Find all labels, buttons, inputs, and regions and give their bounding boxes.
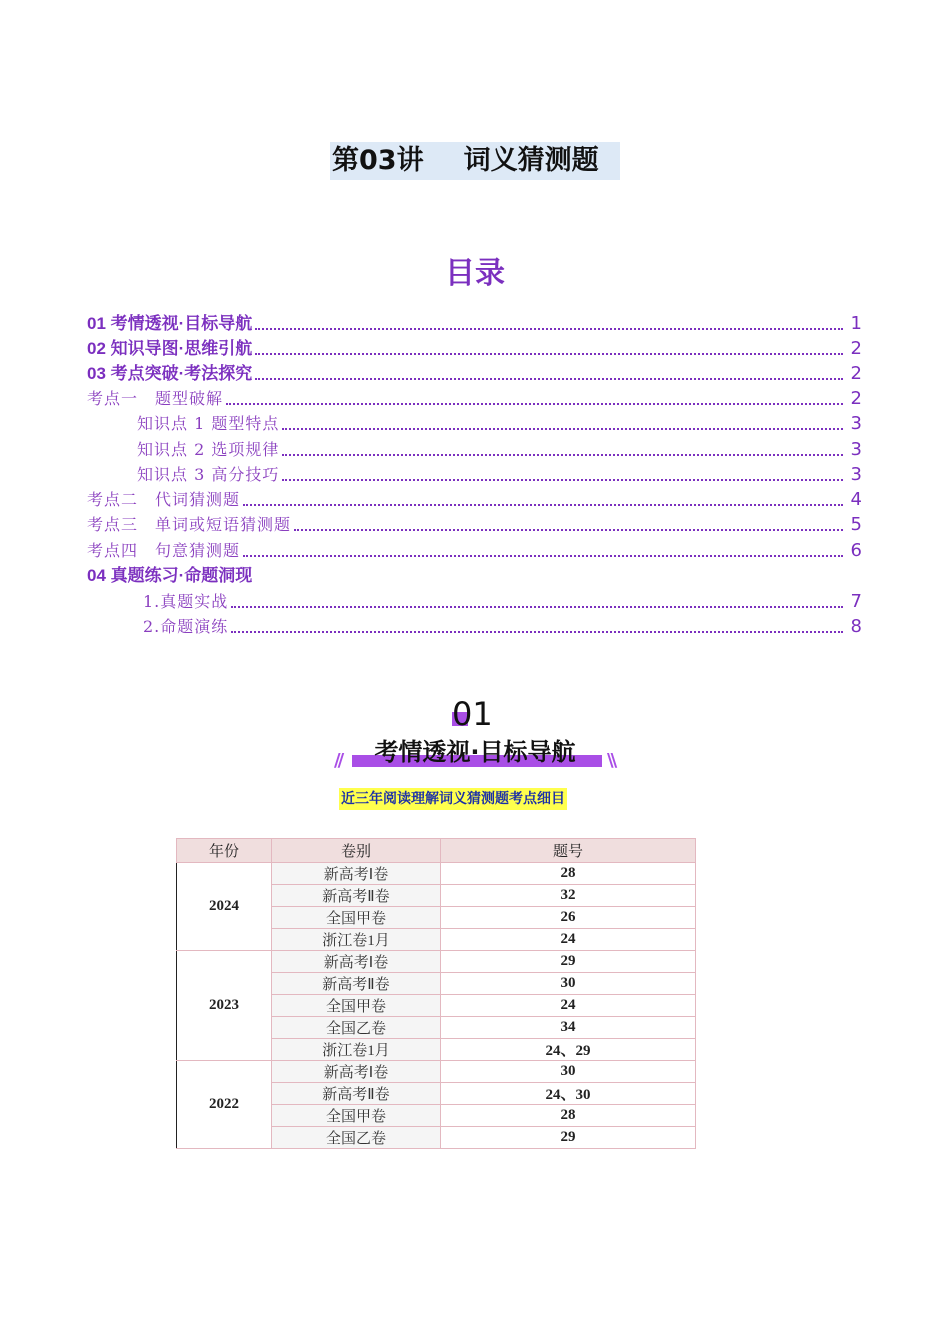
toc-leader-dots [231, 606, 843, 608]
toc-leader-dots [282, 454, 843, 456]
toc-entry[interactable] [137, 461, 862, 486]
toc-entry-label: 考点一 题型破解 [87, 389, 224, 408]
right-slash-decoration: \\ [607, 750, 615, 771]
toc-leader-dots [243, 555, 843, 557]
table-row [177, 863, 696, 885]
paper-cell: 全国甲卷 [272, 995, 441, 1017]
question-cell: 24、30 [441, 1083, 696, 1105]
year-cell: 2022 [177, 1061, 272, 1149]
paper-cell: 浙江卷1月 [272, 929, 441, 951]
toc-entry[interactable] [143, 588, 862, 613]
toc-entry-label: 考点二 代词猜测题 [87, 490, 241, 509]
toc-entry[interactable] [87, 385, 862, 410]
lesson-number: 第03讲 [332, 145, 424, 176]
question-cell: 34 [441, 1017, 696, 1039]
paper-cell: 新高考Ⅰ卷 [272, 1061, 441, 1083]
section-banner: 考情透视·目标导航 [374, 738, 576, 766]
header-question: 题号 [441, 839, 696, 863]
toc-entry-label: 02 知识导图·思维引航 [87, 339, 253, 358]
toc-leader-dots [255, 353, 843, 355]
question-cell: 24、29 [441, 1039, 696, 1061]
section-number: 01 [452, 695, 493, 733]
toc-entry-page: 6 [850, 540, 862, 561]
paper-cell: 浙江卷1月 [272, 1039, 441, 1061]
paper-cell: 全国甲卷 [272, 907, 441, 929]
toc-entry-page: 2 [850, 363, 862, 384]
paper-cell: 新高考Ⅰ卷 [272, 863, 441, 885]
table-header-row [177, 839, 696, 863]
header-year: 年份 [177, 839, 272, 863]
paper-cell: 全国乙卷 [272, 1127, 441, 1149]
toc-entry[interactable] [143, 613, 862, 638]
toc-entry-page: 3 [850, 464, 862, 485]
toc-entry-page: 3 [850, 413, 862, 434]
paper-cell: 新高考Ⅱ卷 [272, 1083, 441, 1105]
toc-entry[interactable] [87, 562, 862, 587]
left-slash-decoration: // [334, 750, 342, 771]
question-cell: 32 [441, 885, 696, 907]
toc-entry[interactable] [87, 335, 862, 360]
toc-leader-dots [294, 529, 843, 531]
question-cell: 28 [441, 1105, 696, 1127]
toc-entry-label: 知识点 1 题型特点 [137, 414, 280, 433]
year-cell: 2024 [177, 863, 272, 951]
toc-entry-label: 01 考情透视·目标导航 [87, 314, 253, 333]
toc-entry-label: 1.真题实战 [143, 592, 229, 611]
paper-cell: 全国乙卷 [272, 1017, 441, 1039]
question-cell: 24 [441, 995, 696, 1017]
question-cell: 30 [441, 1061, 696, 1083]
toc-entry-label: 04 真题练习·命题洞现 [87, 566, 253, 585]
toc-entry[interactable] [137, 436, 862, 461]
toc-leader-dots [282, 428, 843, 430]
paper-cell: 新高考Ⅱ卷 [272, 973, 441, 995]
question-cell: 29 [441, 1127, 696, 1149]
toc-entry[interactable] [87, 310, 862, 335]
question-cell: 26 [441, 907, 696, 929]
toc-leader-dots [226, 403, 843, 405]
toc-entry-label: 03 考点突破·考法探究 [87, 364, 253, 383]
question-cell: 28 [441, 863, 696, 885]
toc-entry[interactable] [87, 486, 862, 511]
toc-entry-label: 2.命题演练 [143, 617, 229, 636]
toc-leader-dots [243, 504, 843, 506]
exam-table [176, 838, 696, 1149]
toc-heading: 目录 [445, 256, 505, 291]
toc-entry[interactable] [87, 360, 862, 385]
toc-entry[interactable] [137, 410, 862, 435]
year-cell: 2023 [177, 951, 272, 1061]
question-cell: 24 [441, 929, 696, 951]
toc-entry-page: 8 [850, 616, 862, 637]
toc-entry[interactable] [87, 511, 862, 536]
toc-leader-dots [255, 378, 843, 380]
question-cell: 29 [441, 951, 696, 973]
toc-leader-dots [231, 631, 843, 633]
lesson-name: 词义猜测题 [463, 145, 599, 176]
table-row [177, 951, 696, 973]
lesson-title [330, 142, 620, 180]
toc-entry-label: 考点四 句意猜测题 [87, 541, 241, 560]
toc-entry-label: 知识点 2 选项规律 [137, 440, 280, 459]
header-paper: 卷别 [272, 839, 441, 863]
paper-cell: 新高考Ⅰ卷 [272, 951, 441, 973]
table-caption: 近三年阅读理解词义猜测题考点细目 [339, 788, 567, 810]
toc-entry[interactable] [87, 537, 862, 562]
toc-entry-page: 3 [850, 439, 862, 460]
paper-cell: 新高考Ⅱ卷 [272, 885, 441, 907]
toc-entry-page: 5 [850, 514, 862, 535]
toc-entry-page: 2 [850, 388, 862, 409]
toc-entry-page: 2 [850, 338, 862, 359]
question-cell: 30 [441, 973, 696, 995]
toc-entry-page: 1 [850, 313, 862, 334]
toc-entry-label: 知识点 3 高分技巧 [137, 465, 280, 484]
paper-cell: 全国甲卷 [272, 1105, 441, 1127]
toc-leader-dots [282, 479, 843, 481]
toc-entry-label: 考点三 单词或短语猜测题 [87, 515, 292, 534]
toc-entry-page: 7 [850, 591, 862, 612]
table-row [177, 1061, 696, 1083]
toc-entry-page: 4 [850, 489, 862, 510]
toc-leader-dots [255, 328, 843, 330]
